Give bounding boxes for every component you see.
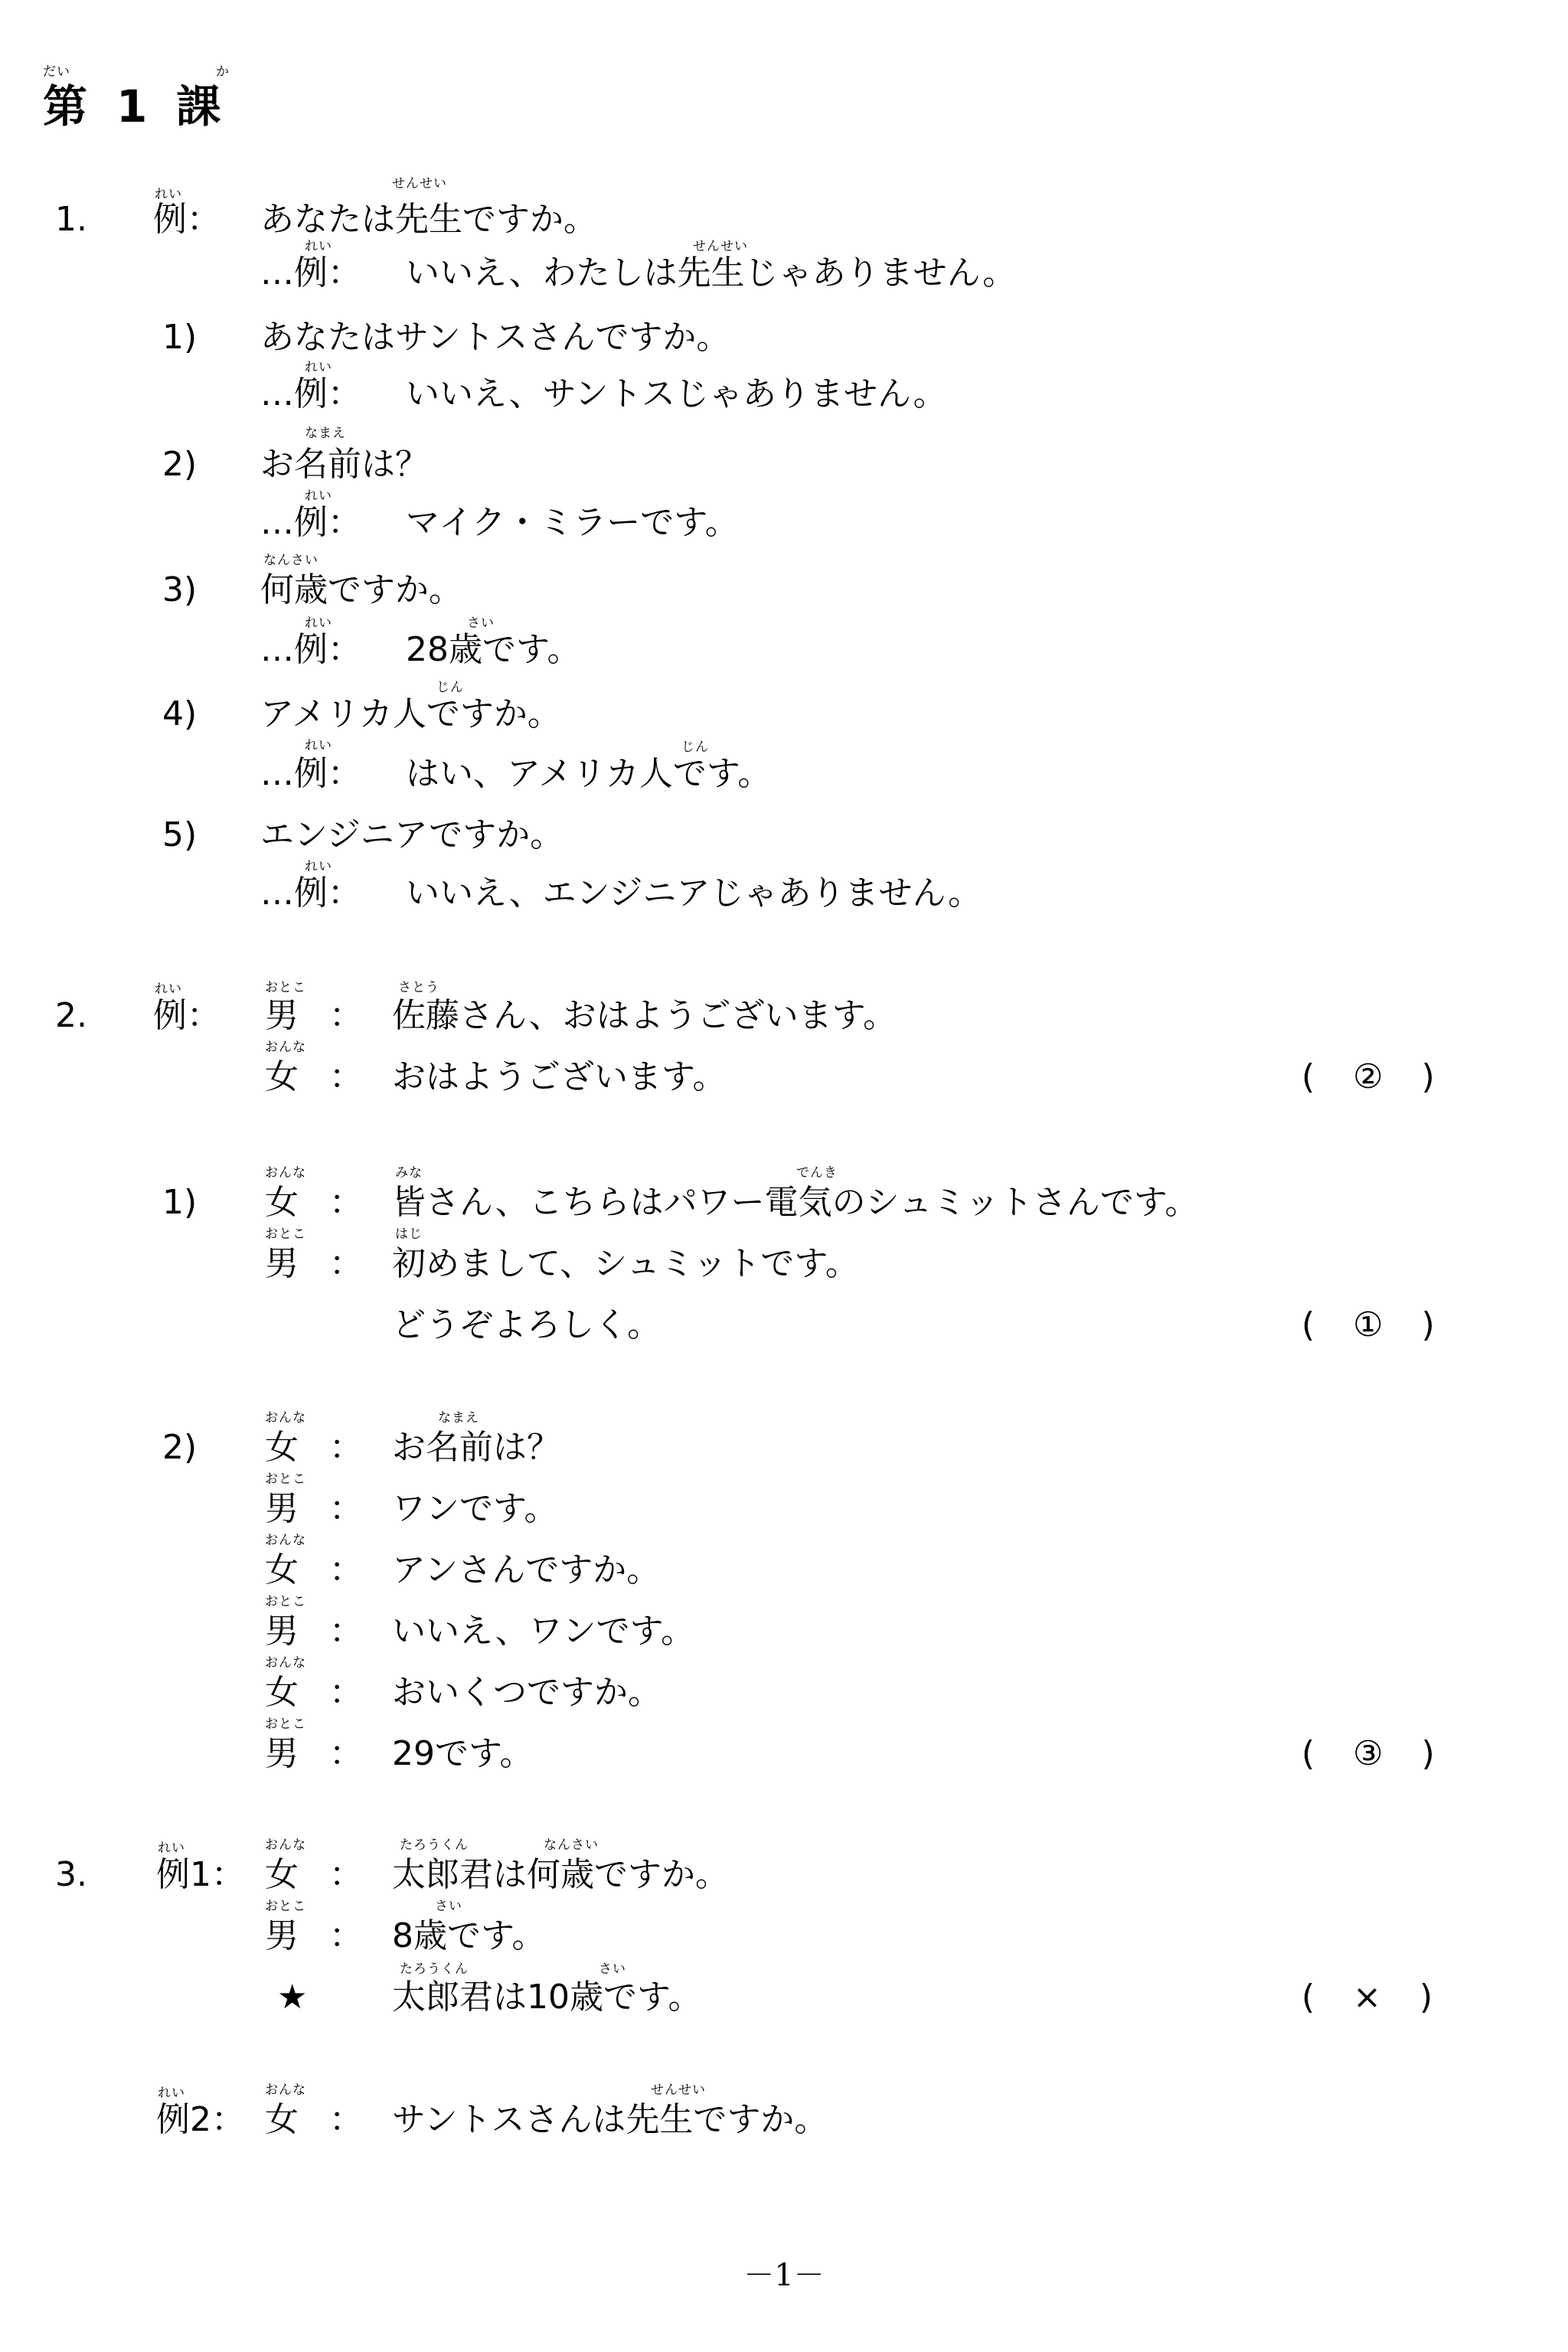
example-label: 例：	[153, 996, 220, 1035]
speaker-female: 女	[265, 1673, 299, 1712]
answer-value: ②	[1353, 1057, 1383, 1096]
section-2-number: 2.	[55, 996, 87, 1035]
example-label: 例1：	[156, 1855, 245, 1894]
furigana: なんさい	[263, 553, 318, 568]
speaker-male: 男	[265, 1916, 299, 1955]
speaker-colon: ：	[329, 1916, 363, 1955]
item-question: エンジニアですか。	[260, 815, 564, 854]
dialog-line: おはようございます。	[392, 1057, 727, 1096]
speaker-female: 女	[265, 2100, 299, 2139]
furigana: せんせい	[651, 2082, 706, 2098]
dialog-line: 8歳です。	[392, 1916, 546, 1955]
speaker-colon: ：	[329, 1734, 363, 1773]
title-furigana-ka: か	[216, 64, 230, 80]
answer-box: ( × )	[1302, 1975, 1432, 2020]
speaker-colon: ：	[329, 1489, 363, 1528]
item-answer: いいえ、エンジニアじゃありません。	[406, 874, 982, 913]
speaker-colon: ：	[329, 1612, 363, 1651]
dialog-line: 皆さん、こちらはパワー電気のシュミットさんです。	[392, 1183, 1199, 1222]
furigana: なまえ	[438, 1410, 479, 1426]
dialog-line: 29です。	[392, 1734, 534, 1773]
answer-prefix: …例：	[260, 374, 361, 413]
example-furigana: れい	[155, 982, 182, 997]
furigana: さい	[435, 1899, 462, 1914]
dialog-line: サントスさんは先生ですか。	[392, 2100, 828, 2139]
speaker-furigana: おとこ	[265, 1472, 306, 1487]
speaker-furigana: おとこ	[265, 1717, 306, 1732]
answer-box: ( ② )	[1302, 1055, 1435, 1099]
speaker-colon: ：	[329, 1183, 363, 1222]
speaker-female: 女	[265, 1057, 299, 1096]
item-number: 4)	[162, 694, 198, 733]
page-title	[43, 80, 220, 133]
section-3-number: 3.	[55, 1855, 87, 1894]
title-number: 1	[116, 80, 148, 132]
furigana: はじ	[395, 1227, 423, 1242]
item-answer: はい、アメリカ人です。	[406, 754, 772, 793]
furigana: せんせい	[392, 176, 447, 191]
answer-prefix: …例：	[260, 754, 361, 793]
furigana: じん	[436, 680, 464, 695]
speaker-colon: ：	[329, 1428, 363, 1467]
statement-line: 太郎君は10歳です。	[392, 1978, 702, 2017]
example-label: 例2：	[156, 2100, 245, 2139]
furigana: でんき	[796, 1165, 838, 1181]
section-1-number: 1.	[55, 200, 87, 239]
speaker-male: 男	[265, 1612, 299, 1651]
speaker-colon: ：	[329, 1550, 363, 1589]
answer-value: ③	[1353, 1734, 1383, 1773]
title-furigana-dai: だい	[43, 64, 70, 80]
dialog-line: おいくつですか。	[392, 1673, 662, 1712]
title-dai: 第	[43, 80, 88, 132]
speaker-furigana: おんな	[265, 1533, 306, 1548]
item-number: 1)	[162, 1183, 198, 1222]
answer-value: ×	[1353, 1978, 1382, 2017]
item-answer: いいえ、サントスじゃありません。	[406, 374, 947, 413]
speaker-furigana: おとこ	[265, 1227, 306, 1242]
answer-value: ①	[1353, 1305, 1383, 1344]
answer-prefix: …例：	[260, 874, 361, 913]
dialog-line: 太郎君は何歳ですか。	[392, 1855, 729, 1894]
furigana: みな	[395, 1165, 423, 1181]
speaker-furigana: おんな	[265, 1165, 306, 1181]
example-answer: いいえ、わたしは先生じゃありません。	[406, 253, 1017, 292]
answer-box: ( ① )	[1302, 1303, 1435, 1348]
speaker-female: 女	[265, 1428, 299, 1467]
speaker-female: 女	[265, 1855, 299, 1894]
item-number: 1)	[162, 318, 198, 357]
speaker-furigana: おとこ	[265, 980, 306, 995]
speaker-colon: ：	[329, 1244, 363, 1283]
answer-prefix: …例：	[260, 503, 361, 542]
item-answer: マイク・ミラーです。	[406, 503, 739, 542]
example-label: 例：	[153, 200, 220, 239]
dialog-line: アンさんですか。	[392, 1550, 661, 1589]
speaker-furigana: おんな	[265, 2082, 306, 2098]
speaker-furigana: おとこ	[265, 1899, 306, 1914]
furigana: なまえ	[305, 426, 346, 441]
speaker-colon: ：	[329, 1057, 363, 1096]
speaker-colon: ：	[329, 1673, 363, 1712]
dialog-line: どうぞよろしく。	[392, 1305, 662, 1344]
speaker-male: 男	[265, 996, 299, 1035]
example-furigana: れい	[305, 616, 332, 631]
answer-prefix: …例：	[260, 253, 361, 292]
furigana: さとう	[398, 980, 439, 995]
dialog-line: ワンです。	[392, 1489, 558, 1528]
furigana: なんさい	[544, 1838, 599, 1853]
speaker-colon: ：	[329, 996, 363, 1035]
speaker-female: 女	[265, 1550, 299, 1589]
speaker-colon: ：	[329, 1855, 363, 1894]
speaker-furigana: おんな	[265, 1655, 306, 1671]
speaker-furigana: おんな	[265, 1838, 306, 1853]
dialog-line: 佐藤さん、おはようございます。	[392, 996, 897, 1035]
dialog-line: いいえ、ワンです。	[392, 1612, 695, 1651]
item-number: 5)	[162, 815, 198, 854]
example-question: あなたは先生ですか。	[260, 200, 597, 239]
example-furigana: れい	[305, 360, 332, 375]
item-question: 何歳ですか。	[260, 570, 462, 609]
speaker-male: 男	[265, 1244, 299, 1283]
item-number: 2)	[162, 1428, 198, 1467]
example-furigana: れい	[155, 187, 182, 202]
example-furigana: れい	[158, 2086, 185, 2101]
speaker-furigana: おんな	[265, 1040, 306, 1055]
dialog-line: 初めまして、シュミットです。	[392, 1244, 859, 1283]
title-ka: 課	[176, 80, 221, 132]
example-furigana: れい	[305, 738, 332, 753]
furigana: さい	[467, 616, 495, 631]
furigana: じん	[681, 740, 709, 755]
furigana: さい	[599, 1962, 626, 1977]
answer-box: ( ③ )	[1302, 1732, 1435, 1776]
speaker-female: 女	[265, 1183, 299, 1222]
item-answer: 28歳です。	[406, 630, 581, 669]
speaker-colon: ：	[329, 2100, 363, 2139]
page-number: －1－	[743, 2258, 825, 2293]
answer-prefix: …例：	[260, 630, 361, 669]
speaker-male: 男	[265, 1489, 299, 1528]
furigana: たろうくん	[400, 1962, 469, 1977]
furigana: せんせい	[693, 239, 748, 254]
item-question: アメリカ人ですか。	[260, 694, 561, 733]
item-number: 2)	[162, 445, 198, 484]
speaker-furigana: おんな	[265, 1410, 306, 1426]
speaker-furigana: おとこ	[265, 1594, 306, 1609]
item-question: あなたはサントスさんですか。	[260, 318, 730, 357]
example-furigana: れい	[305, 239, 332, 254]
furigana: たろうくん	[400, 1838, 469, 1853]
speaker-male: 男	[265, 1734, 299, 1773]
star-icon: ★	[277, 1978, 308, 2017]
example-furigana: れい	[305, 859, 332, 874]
item-number: 3)	[162, 570, 198, 609]
example-furigana: れい	[158, 1841, 185, 1856]
dialog-line: お名前は？	[392, 1428, 560, 1467]
item-question: お名前は？	[260, 445, 429, 484]
example-furigana: れい	[305, 488, 332, 504]
